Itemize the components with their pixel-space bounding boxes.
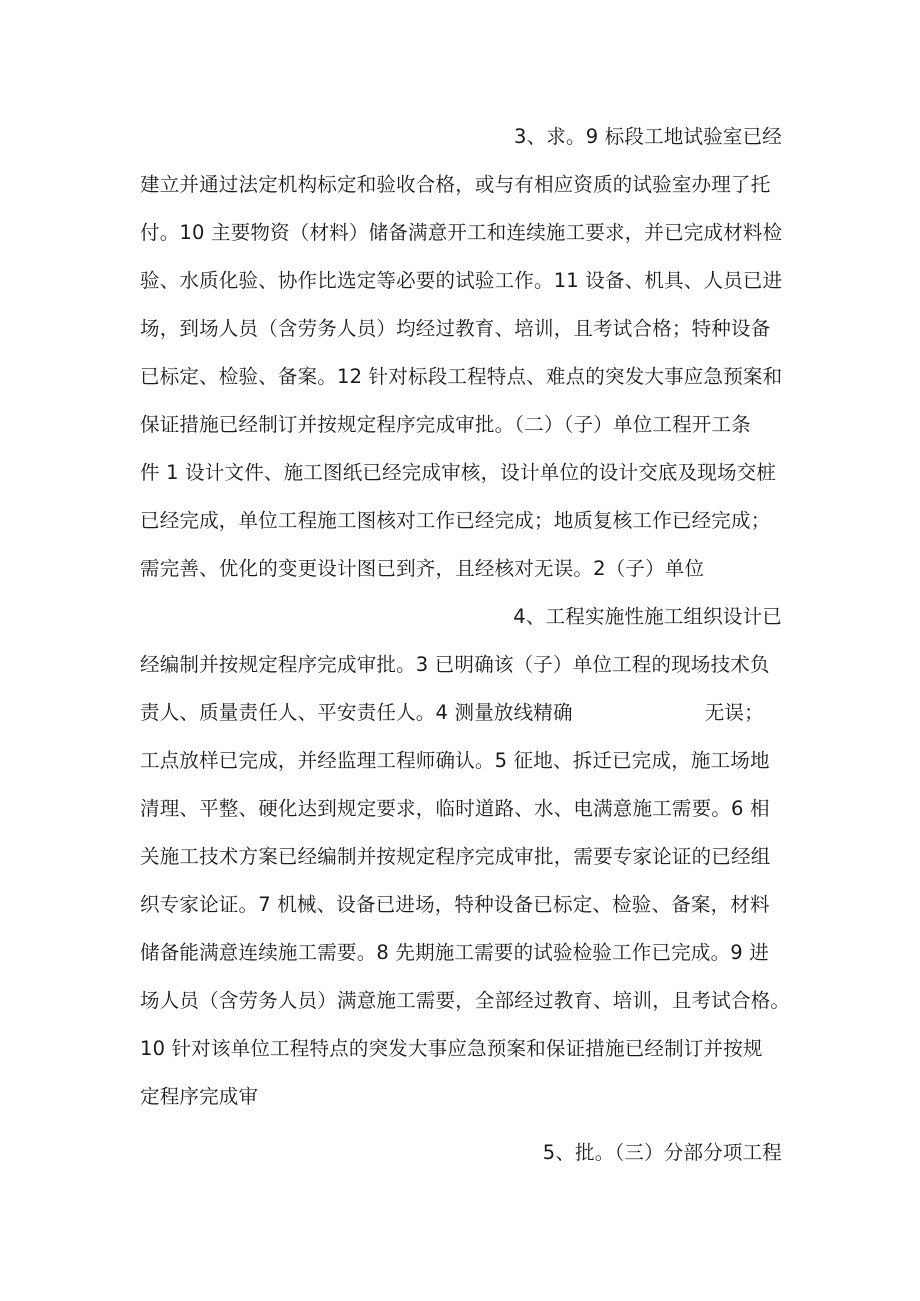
paragraph-line: 储备能满意连续施工需要。8 先期施工需要的试验检验工作已完成。9 进 — [140, 941, 770, 964]
paragraph-line: 工点放样已完成，并经监理工程师确认。5 征地、拆迁已完成，施工场地 — [140, 749, 770, 772]
paragraph-line: 已标定、检验、备案。12 针对标段工程特点、难点的突发大事应急预案和 — [140, 365, 783, 388]
paragraph-line: 已经完成，单位工程施工图核对工作已经完成；地质复核工作已经完成； — [140, 509, 771, 532]
paragraph-line: 经编制并按规定程序完成审批。3 已明确该（子）单位工程的现场技术负 — [140, 653, 770, 676]
paragraph-line: 需完善、优化的变更设计图已到齐，且经核对无误。2（子）单位 — [140, 557, 705, 580]
paragraph-line: 关施工技术方案已经编制并按规定程序完成审批，需要专家论证的已经组 — [140, 845, 771, 868]
paragraph-line: 建立并通过法定机构标定和验收合格，或与有相应资质的试验室办理了托 — [140, 173, 771, 196]
paragraph-line: 10 针对该单位工程特点的突发大事应急预案和保证措施已经制订并按规 — [140, 1037, 763, 1060]
paragraph-line-start: 责人、质量责任人、平安责任人。4 测量放线精确 — [140, 701, 573, 724]
paragraph-line — [140, 700, 764, 726]
paragraph-line-tail: 无误； — [704, 701, 764, 724]
section-3-heading: 3、求。9 标段工地试验室已经 — [513, 125, 782, 148]
paragraph-line: 定程序完成审 — [140, 1085, 259, 1108]
paragraph-line: 付。10 主要物资（材料）储备满意开工和连续施工要求，并已完成材料检 — [140, 221, 783, 244]
paragraph-line: 保证措施已经制订并按规定程序完成审批。（二）（子）单位工程开工条 — [140, 413, 751, 436]
paragraph-line: 清理、平整、硬化达到规定要求，临时道路、水、电满意施工需要。6 相 — [140, 797, 770, 820]
paragraph-line: 验、水质化验、协作比选定等必要的试验工作。11 设备、机具、人员已进 — [140, 269, 783, 292]
section-4-heading: 4、工程实施性施工组织设计已 — [513, 605, 782, 628]
paragraph-line: 场，到场人员（含劳务人员）均经过教育、培训，且考试合格；特种设备 — [140, 317, 771, 340]
paragraph-line: 场人员（含劳务人员）满意施工需要，全部经过教育、培训，且考试合格。 — [140, 989, 791, 1012]
section-5-heading: 5、批。（三）分部分项工程 — [542, 1141, 782, 1164]
paragraph-line: 件 1 设计文件、施工图纸已经完成审核，设计单位的设计交底及现场交桩 — [140, 461, 777, 484]
paragraph-line: 织专家论证。7 机械、设备已进场，特种设备已标定、检验、备案，材料 — [140, 893, 770, 916]
